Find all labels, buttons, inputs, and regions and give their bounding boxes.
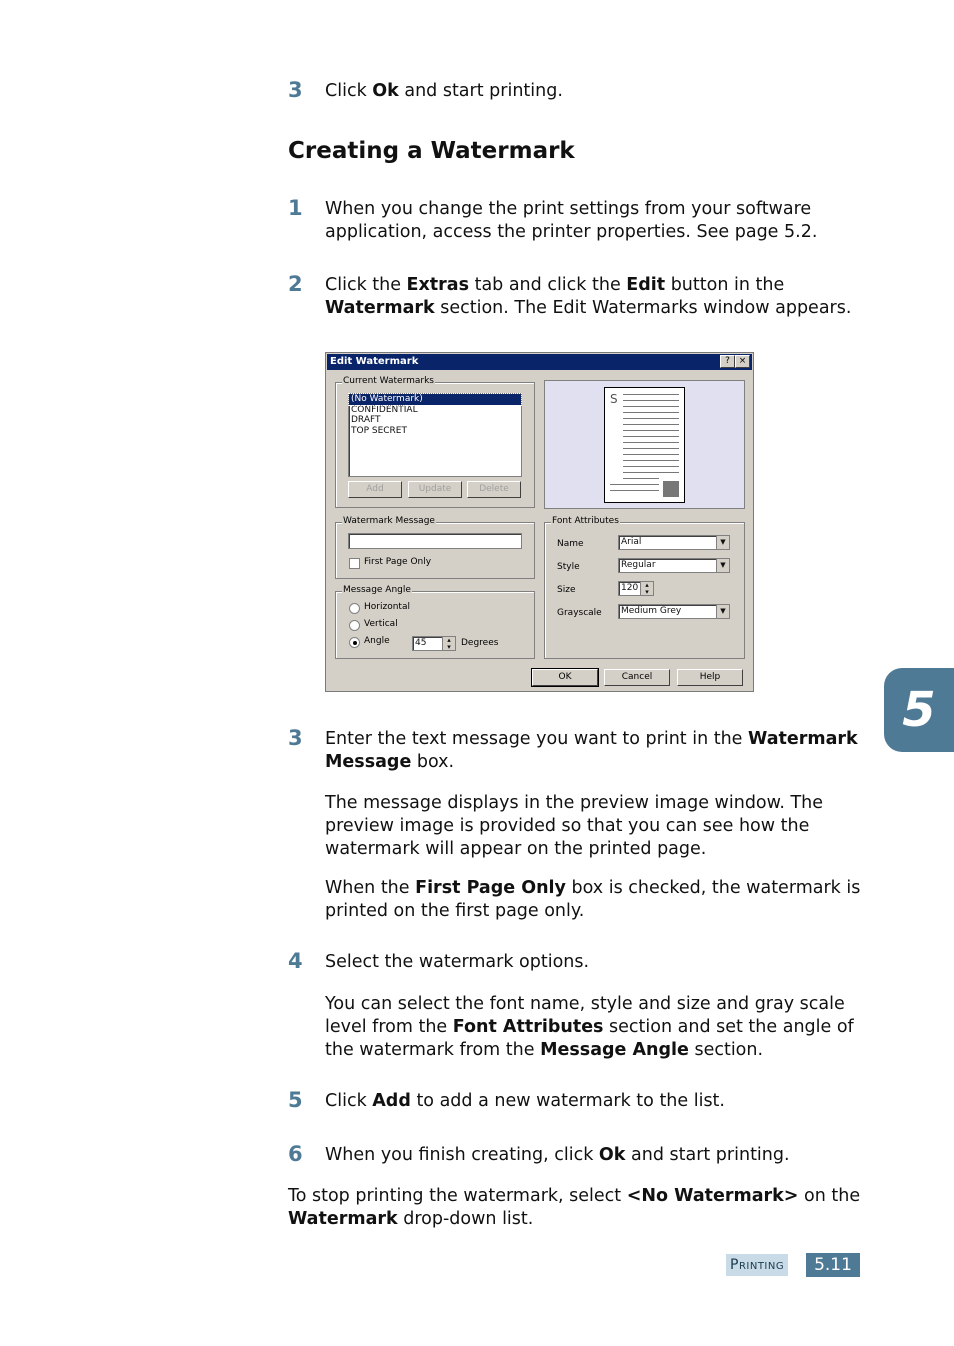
watermark-message-group <box>335 516 535 579</box>
update-button[interactable]: Update <box>408 481 462 498</box>
preview-page <box>604 387 685 503</box>
name-label: Name <box>557 539 584 549</box>
help-title-button[interactable]: ? <box>720 355 735 368</box>
horizontal-label: Horizontal <box>364 602 410 612</box>
preview-block <box>663 481 679 497</box>
list-item[interactable]: DRAFT <box>351 415 381 425</box>
message-angle-group <box>335 585 535 659</box>
step-number: 3 <box>288 78 303 102</box>
group-label: Current Watermarks <box>343 376 434 386</box>
ok-button[interactable]: OK <box>532 669 598 686</box>
footer-page-number: 5.11 <box>806 1253 860 1277</box>
step-text: Click the Extras tab and click the Edit button in the Watermark section. The Edit Watermarks window appears. <box>325 275 852 318</box>
paragraph: When the First Page Only box is checked, the watermark is printed on the first page only. <box>325 878 861 921</box>
group-label: Font Attributes <box>552 516 619 526</box>
grayscale-label: Grayscale <box>557 608 602 618</box>
preview-pane <box>544 380 745 509</box>
vertical-radio[interactable] <box>349 620 360 631</box>
font-size-spinner[interactable]: 120 ▴ ▾ <box>618 581 654 596</box>
preview-letter: S <box>610 392 618 406</box>
style-label: Style <box>557 562 580 572</box>
footer-section-label: Printing <box>726 1254 788 1276</box>
step-text: When you finish creating, click Ok and start printing. <box>325 1145 790 1165</box>
vertical-label: Vertical <box>364 619 398 629</box>
font-name-select[interactable]: Arial ▼ <box>618 535 730 550</box>
cancel-button[interactable]: Cancel <box>604 669 670 686</box>
grayscale-select[interactable]: Medium Grey ▼ <box>618 604 730 619</box>
step-number: 2 <box>288 272 303 296</box>
paragraph: You can select the font name, style and size and gray scale level from the Font Attributes section and set the angle of the watermark from the Message Angle section. <box>325 994 854 1060</box>
font-style-select[interactable]: Regular ▼ <box>618 558 730 573</box>
step-text: Select the watermark options. <box>325 952 590 972</box>
group-label: Message Angle <box>343 585 411 595</box>
step-text: Click Add to add a new watermark to the list. <box>325 1091 725 1111</box>
edit-watermark-dialog <box>325 352 754 692</box>
horizontal-radio[interactable] <box>349 603 360 614</box>
closing-paragraph: To stop printing the watermark, select <No Watermark> on the Watermark drop-down list. <box>288 1186 861 1229</box>
degrees-label: Degrees <box>461 638 499 648</box>
help-button[interactable]: Help <box>677 669 743 686</box>
step-text: Click Ok and start printing. <box>325 81 563 101</box>
dialog-title: Edit Watermark <box>327 354 752 370</box>
size-label: Size <box>557 585 576 595</box>
group-label: Watermark Message <box>343 516 435 526</box>
step-text: Enter the text message you want to print in the Watermark Message box. <box>325 729 858 772</box>
section-title: Creating a Watermark <box>288 138 575 164</box>
angle-radio[interactable] <box>349 637 360 648</box>
first-page-checkbox[interactable] <box>349 558 360 569</box>
angle-spinner[interactable]: 45 ▴ ▾ <box>412 636 456 651</box>
watermark-list[interactable] <box>348 393 522 477</box>
step-number: 3 <box>288 726 303 750</box>
step-number: 4 <box>288 949 303 973</box>
step-number: 5 <box>288 1088 303 1112</box>
list-item[interactable]: CONFIDENTIAL <box>351 404 418 415</box>
close-icon[interactable]: × <box>735 355 750 368</box>
watermark-message-input[interactable] <box>348 533 522 549</box>
font-attributes-group <box>544 516 745 659</box>
list-item[interactable]: (No Watermark) <box>349 394 521 405</box>
step-number: 1 <box>288 196 303 220</box>
current-watermarks-group <box>335 376 535 508</box>
list-item[interactable]: TOP SECRET <box>351 425 407 436</box>
step-number: 6 <box>288 1142 303 1166</box>
paragraph: The message displays in the preview image window. The preview image is provided so that you can see how the watermark will appear on the printed page. <box>325 793 824 859</box>
step-text: When you change the print settings from your software application, access the printer properties. See page 5.2. <box>325 199 818 242</box>
angle-label: Angle <box>364 636 390 646</box>
add-button[interactable]: Add <box>348 481 402 498</box>
first-page-label: First Page Only <box>364 557 432 567</box>
delete-button[interactable]: Delete <box>467 481 521 498</box>
chapter-tab: 5 <box>884 668 954 752</box>
